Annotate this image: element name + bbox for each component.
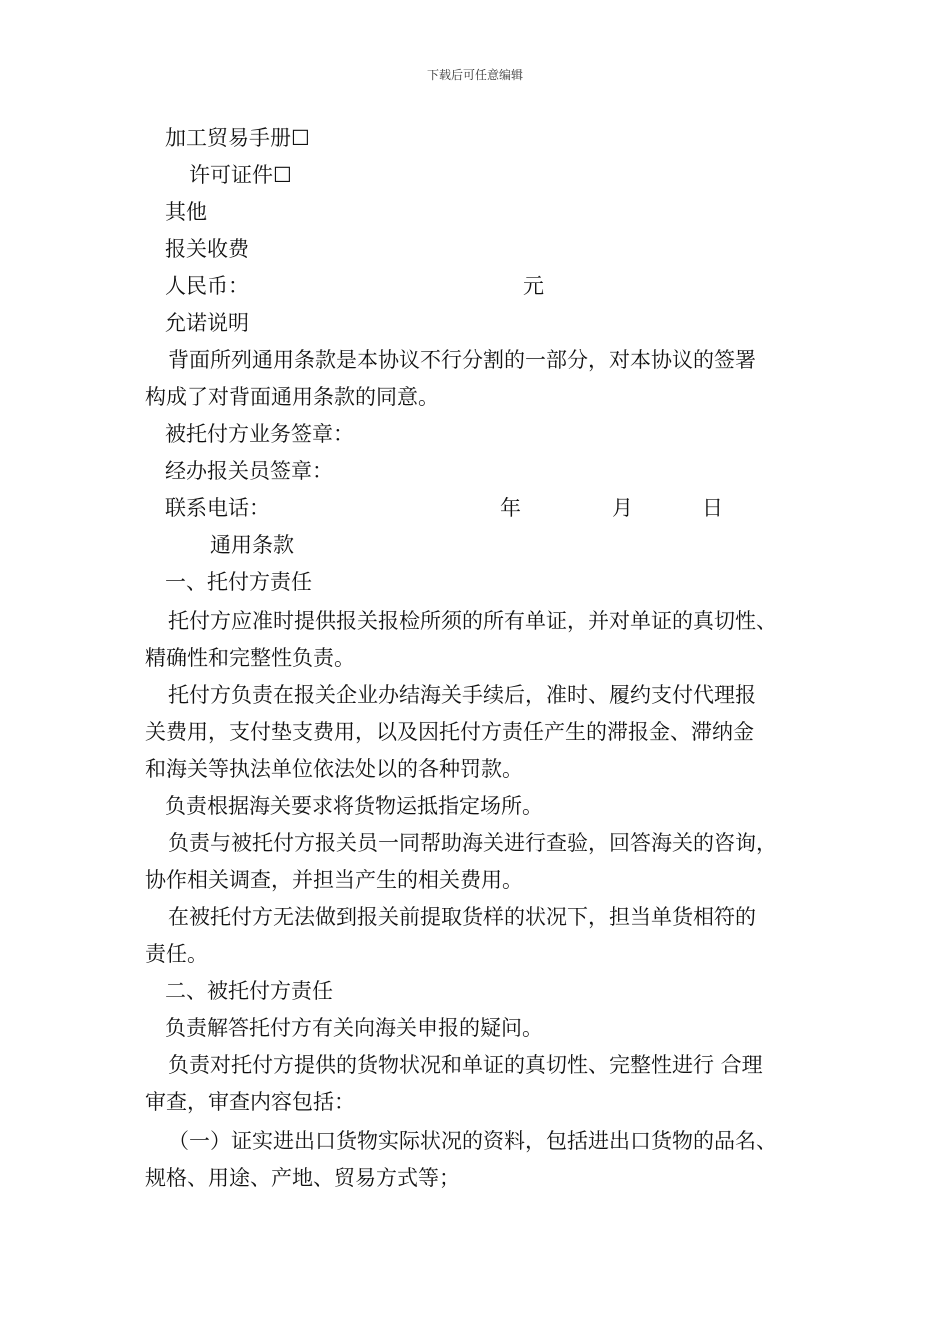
paragraph-line: 负责与被托付方报关员一同帮助海关进行查验，回答海关的咨询， [168,831,777,855]
line-entrusted-signature: 被托付方业务签章： [165,422,354,446]
year-label: 年 [500,496,521,520]
line-commitment: 允诺说明 [165,311,249,335]
paragraph-line: 负责对托付方提供的货物状况和单证的真切性、完整性进行 合理 [168,1053,763,1077]
section-heading-1: 一、托付方责任 [165,570,312,594]
paragraph-line: 负责解答托付方有关向海关申报的疑问。 [165,1016,543,1040]
line-license: 许可证件☐ [189,163,292,187]
paragraph-line: 精确性和完整性负责。 [145,646,355,670]
paragraph-line: 规格、用途、产地、贸易方式等； [145,1166,460,1190]
phone-label: 联系电话： [165,496,270,520]
line-processing-trade-manual: 加工贸易手册☐ [165,126,310,150]
section-heading-2: 二、被托付方责任 [165,979,333,1003]
paragraph-line: 关费用，支付垫支费用，以及因托付方责任产生的滞报金、滞纳金 [145,720,754,744]
paragraph-line: 在被托付方无法做到报关前提取货样的状况下，担当单货相符的 [168,905,756,929]
page-header: 下载后可任意编辑 [426,68,523,82]
paragraph-line: 负责根据海关要求将货物运抵指定场所。 [165,794,543,818]
paragraph-line: 协作相关调查，并担当产生的相关费用。 [145,868,523,892]
paragraph-line: 审查，审查内容包括： [145,1090,355,1114]
paragraph-line: 和海关等执法单位依法处以的各种罚款。 [145,757,523,781]
day-label: 日 [702,496,723,520]
line-other: 其他 [165,200,207,224]
paragraph-line: 托付方应准时提供报关报检所须的所有单证，并对单证的真切性、 [168,609,777,633]
line-broker-signature: 经办报关员签章： [165,459,333,483]
paragraph-line: 背面所列通用条款是本协议不行分割的一部分，对本协议的签署 [168,348,756,372]
section-title-general-terms: 通用条款 [210,533,294,557]
line-phone-date [165,495,723,521]
paragraph-line: 责任。 [145,942,208,966]
paragraph-line: （一）证实进出口货物实际状况的资料，包括进出口货物的品名、 [168,1129,777,1153]
month-label: 月 [612,496,633,520]
yuan-label: 元 [523,274,544,298]
paragraph-line: 托付方负责在报关企业办结海关手续后，准时、履约支付代理报 [168,683,756,707]
rmb-label: 人民币： [165,274,249,298]
paragraph-line: 构成了对背面通用条款的同意。 [145,385,439,409]
line-customs-fee: 报关收费 [165,237,249,261]
line-rmb [165,273,544,299]
